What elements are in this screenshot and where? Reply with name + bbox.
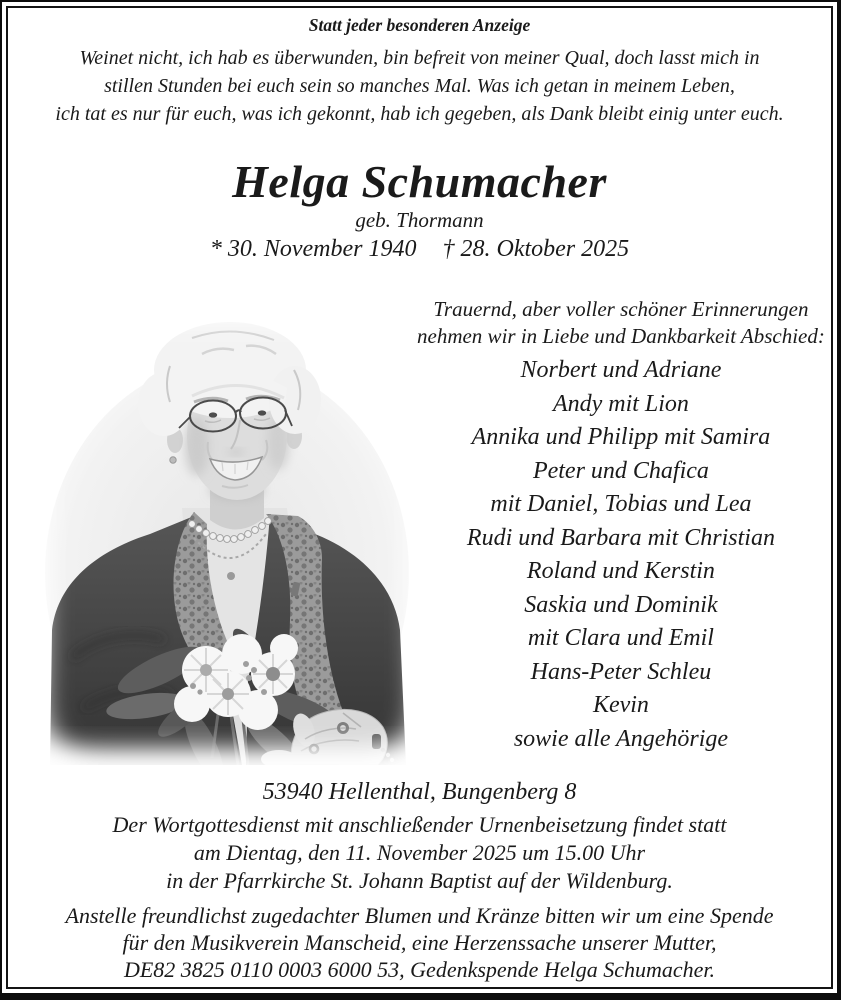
mourners-list <box>417 354 825 756</box>
mourner-name: mit Daniel, Tobias und Lea <box>490 491 752 517</box>
poem-line: ich tat es nur für euch, was ich gekonnt, hab ich gegeben, als Dank bleibt einig unter euch. <box>55 103 784 125</box>
service-line: Der Wortgottesdienst mit anschließender Urnenbeisetzung findet statt <box>112 812 727 837</box>
bottom-section <box>16 777 823 983</box>
poem-line: Weinet nicht, ich hab es überwunden, bin befreit von meiner Qual, doch lasst mich in <box>79 47 760 69</box>
portrait-photo <box>42 318 417 765</box>
address-line: 53940 Hellenthal, Bungenberg 8 <box>262 779 577 805</box>
maiden-name: geb. Thormann <box>355 208 484 232</box>
mourning-column <box>417 288 833 765</box>
mourner-name: Hans-Peter Schleu <box>530 658 712 685</box>
poem-line: stillen Stunden bei euch sein so manches Mal. Was ich getan in meinem Leben, <box>104 75 735 97</box>
mourner-name: Saskia und Dominik <box>524 591 718 618</box>
donation-line: für den Musikverein Manscheid, eine Herzenssache unserer Mutter, <box>122 930 717 955</box>
mourner-name: Peter und Chafica <box>532 457 709 484</box>
donation-info <box>16 902 823 983</box>
deceased-name: Helga Schumacher <box>232 156 607 207</box>
mourner-name: Norbert und Adriane <box>520 357 722 383</box>
birth-date: * 30. November 1940 <box>209 236 417 262</box>
intro-line: nehmen wir in Liebe und Dankbarkeit Abschied: <box>417 324 825 348</box>
mourning-intro <box>417 296 825 350</box>
mourner-name: Andy mit Lion <box>552 390 689 417</box>
donation-line: Anstelle freundlichst zugedachter Blumen und Kränze bitten wir um eine Spende <box>65 903 774 928</box>
pre-announcement-line: Statt jeder besonderen Anzeige <box>308 15 531 35</box>
life-dates <box>16 234 823 264</box>
donation-line: DE82 3825 0110 0003 6000 53, Gedenkspende Helga Schumacher. <box>123 957 716 982</box>
service-line: am Dientag, den 11. November 2025 um 15.00 Uhr <box>193 840 646 865</box>
memorial-poem <box>16 44 823 128</box>
service-info <box>16 811 823 895</box>
mourner-name: Kevin <box>592 692 649 718</box>
middle-section <box>16 288 823 765</box>
portrait-illustration <box>42 318 417 765</box>
intro-line: Trauernd, aber voller schöner Erinnerungen <box>433 297 809 321</box>
mourner-name: Rudi und Barbara mit Christian <box>466 524 775 551</box>
service-line: in der Pfarrkirche St. Johann Baptist auf der Wildenburg. <box>166 868 673 893</box>
mourner-name: Roland und Kerstin <box>526 558 715 584</box>
mourner-name: mit Clara und Emil <box>527 625 714 651</box>
notice-inner-frame <box>6 6 833 989</box>
mourner-name: Annika und Philipp mit Samira <box>471 424 771 450</box>
mourner-name: sowie alle Angehörige <box>513 725 729 752</box>
deceased-header <box>16 156 823 264</box>
death-date: † 28. Oktober 2025 <box>442 236 630 262</box>
